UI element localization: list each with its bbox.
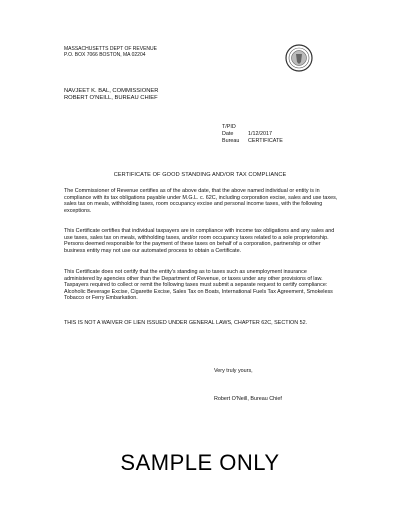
date-row: [222, 131, 283, 138]
state-seal-icon: [285, 44, 313, 72]
commissioner-name: NAVJEET K. BAL, COMMISSIONER: [64, 88, 159, 94]
paragraph-certification: The Commissioner of Revenue certifies as of the above date, that the above named individual or entity is in compliance with its tax obligations payable under M.G.L. c. 62C, including corporation excise, sales and use taxes, sales tax on meals, withholding taxes, room occupancy excise and personal income taxes, with the following exceptions.: [64, 188, 338, 214]
paragraph-individual-taxpayers: This Certificate certifies that individual taxpayers are in compliance with income tax obligations and any sales and use taxes, sales tax on meals, withholding taxes, and/or room occupancy taxes related to a sole proprietorship. Persons deemed responsible for the payment of these taxes on behalf of a corporation, partnership or other business entity may not use our automated process to obtain a Certificate.: [64, 228, 335, 254]
date-label: Date: [222, 130, 234, 137]
closing-line: Very truly yours,: [214, 368, 253, 374]
agency-name: MASSACHUSETTS DEPT OF REVENUE: [64, 46, 157, 52]
bureau-chief-name: ROBERT O'NEILL, BUREAU CHIEF: [64, 95, 158, 101]
bureau-row: [222, 138, 283, 145]
officials-block: [64, 88, 159, 102]
bureau-value: CERTIFICATE: [248, 137, 283, 144]
paragraph-lien-notice: THIS IS NOT A WAIVER OF LIEN ISSUED UNDER GENERAL LAWS, CHAPTER 62C, SECTION 52.: [64, 320, 308, 326]
signature-line: Robert O'Neill, Bureau Chief: [214, 396, 282, 402]
paragraph-exclusions: This Certificate does not certify that the entity's standing as to taxes such as unemployment insurance administered by agencies other than the Department of Revenue, or taxes under any other provisions of law. Taxpayers required to collect or remit the following taxes must submit a separate request to certify compliance: Alcoholic Beverage Excise, Cigarette Excise, Sales Tax on Boats, International Fuels Tax Agreement, Smokeless Tobacco or Ferry Embarkation.: [64, 269, 333, 302]
date-value: 1/12/2017: [248, 130, 272, 137]
agency-address: [64, 46, 157, 59]
reference-block: [222, 124, 283, 144]
reference-code: T/PID: [222, 124, 236, 130]
document-title: CERTIFICATE OF GOOD STANDING AND/OR TAX COMPLIANCE: [113, 172, 287, 178]
agency-po-box: P.O. BOX 7066 BOSTON, MA 02204: [64, 52, 146, 59]
sample-watermark: SAMPLE ONLY: [120, 450, 280, 475]
bureau-label: Bureau: [222, 137, 240, 144]
